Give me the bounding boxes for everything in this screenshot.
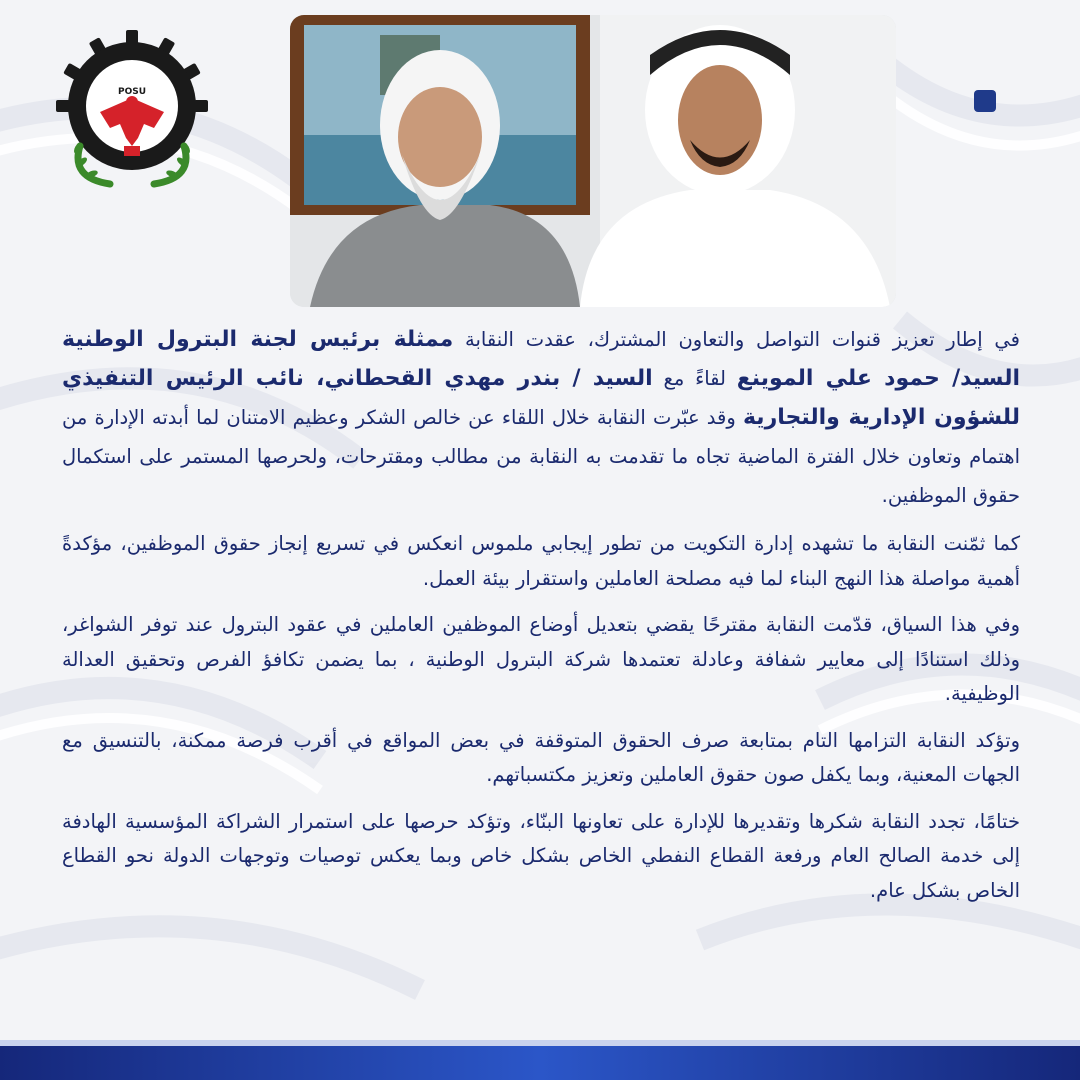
- paragraph-3: وفي هذا السياق، قدّمت النقابة مقترحًا يقضي بتعديل أوضاع الموظفين العاملين في عقود البترول عند توفر الشواغر، وذلك استنادًا إلى معايير شفافة وعادلة تعتمدها شركة البترول الوطنية ، بما يضمن تكافؤ الفرص وتحقيق العدالة الوظيفية.: [62, 613, 1020, 705]
- article-body: [62, 320, 1020, 920]
- posu-logo: [40, 28, 220, 192]
- two-men-photo-icon: [290, 15, 896, 307]
- p1-text-1: في إطار تعزيز قنوات التواصل والتعاون المشترك، عقدت النقابة: [453, 328, 1020, 351]
- paragraph-4: وتؤكد النقابة التزامها التام بمتابعة صرف الحقوق المتوقفة في بعض المواقع في أقرب فرصة ممكنة، بالتنسيق مع الجهات المعنية، وبما يكفل صون حقوق العاملين وتعزيز مكتسباتهم.: [62, 728, 1020, 786]
- p1-text-2: لقاءً مع: [652, 367, 737, 390]
- logo-abbr: POSU: [117, 87, 147, 97]
- paragraph-5: ختامًا، تجدد النقابة شكرها وتقديرها للإدارة على تعاونها البنّاء، وتؤكد حرصها على استمرار الشراكة المؤسسية الهادفة إلى خدمة الصالح العام ورفعة القطاع النفطي الخاص بشكل خاص وبما يعكس توصيات وتوجهات الدولة نحو القطاع الخاص بشكل عام.: [62, 809, 1020, 902]
- footer-band: [0, 1046, 1080, 1080]
- meeting-photo: [290, 15, 896, 307]
- accent-square: [974, 90, 996, 112]
- paragraph-2: كما ثمّنت النقابة ما تشهده إدارة التكويت من تطور إيجابي ملموس انعكس في تسريع إنجاز حقوق الموظفين، مؤكدةً أهمية مواصلة هذا النهج البناء لما فيه مصلحة العاملين واستقرار بيئة العمل.: [62, 532, 1020, 590]
- p1-bold-1: ممثلة برئيس لجنة البترول الوطنية السيد/ حمود علي الموينع: [62, 327, 1020, 391]
- paragraph-1: [62, 320, 1020, 515]
- p1-text-3: وقد عبّرت النقابة خلال اللقاء عن خالص الشكر وعظيم الامتنان لما أبدته الإدارة من اهتمام وتعاون خلال الفترة الماضية تجاه ما تقدمت به النقابة من مطالب ومقترحات، ولحرصها المستمر على استكمال حقوق الموظفين.: [62, 406, 1020, 507]
- p1-bold-2: السيد / بندر مهدي القحطاني، نائب الرئيس التنفيذي للشؤون الإدارية والتجارية: [62, 366, 1020, 430]
